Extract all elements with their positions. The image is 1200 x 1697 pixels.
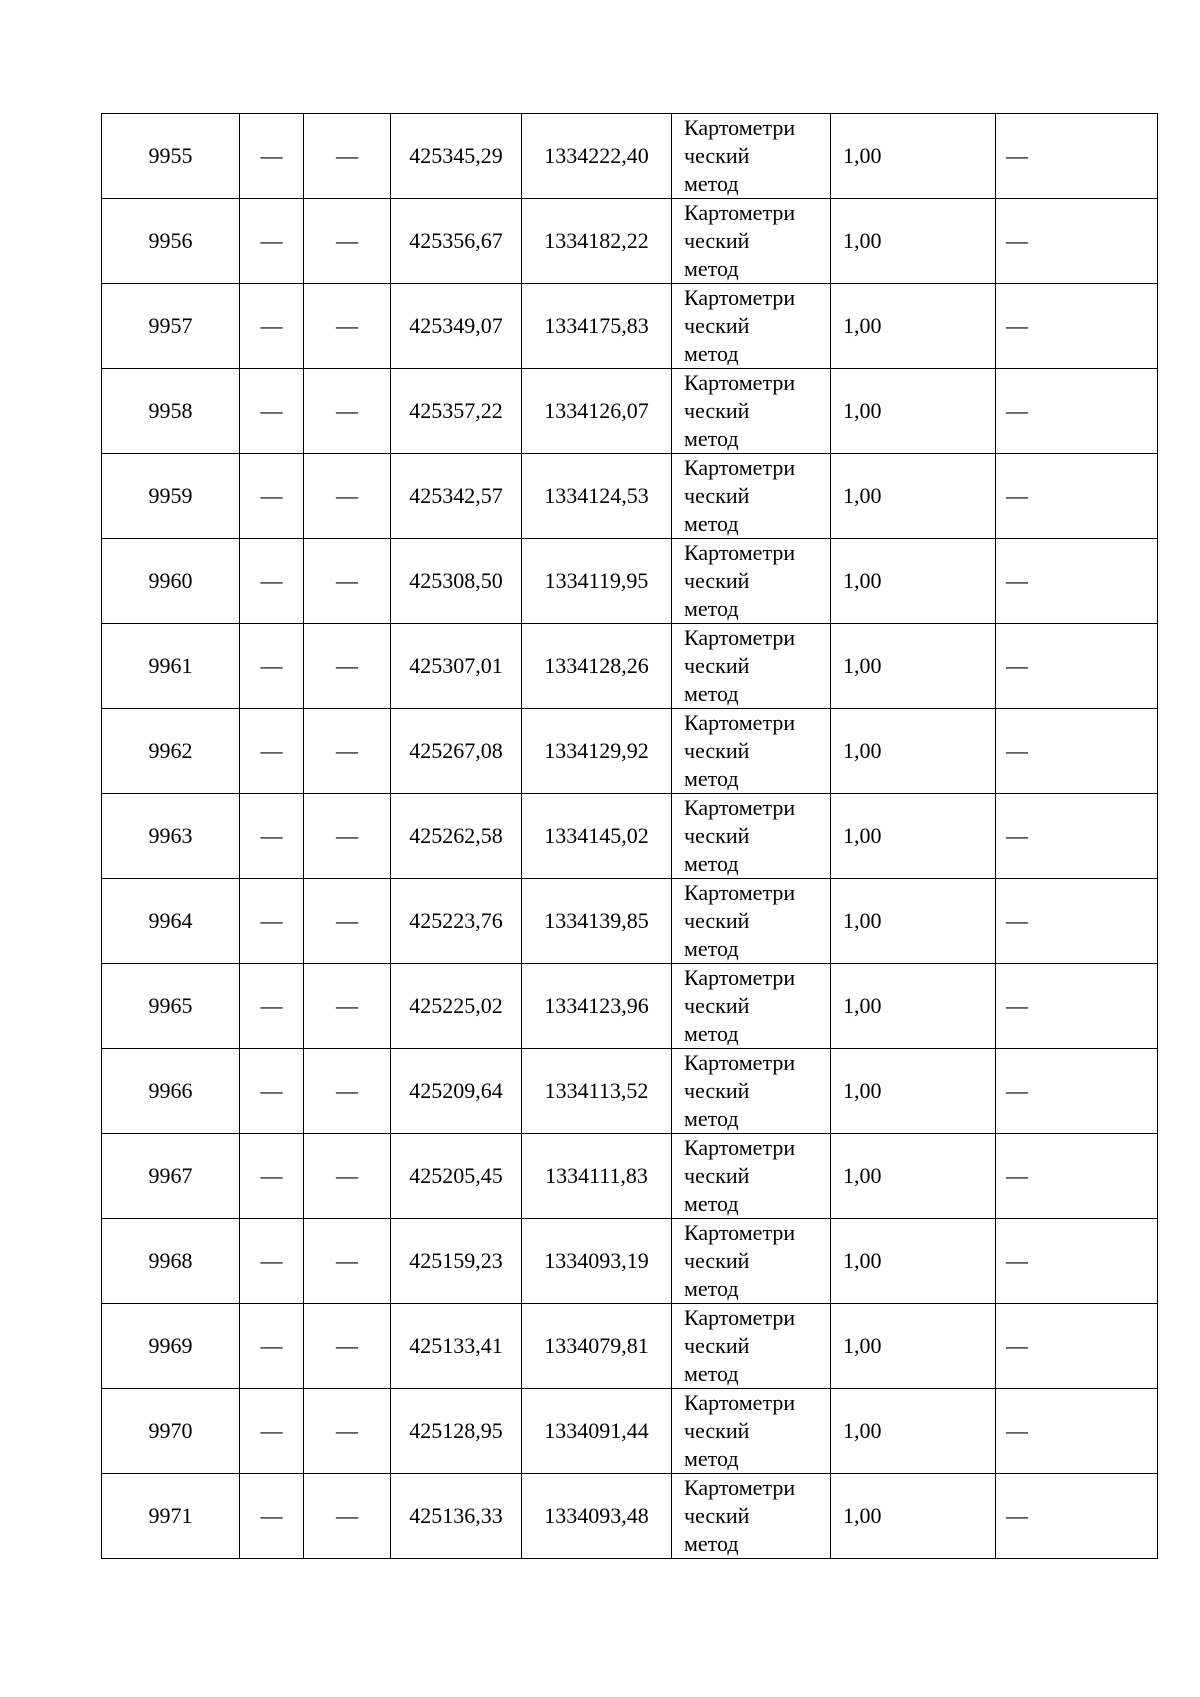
method-line-1: Картометри	[684, 1305, 796, 1330]
table-row	[102, 879, 1158, 964]
method-line-1: Картометри	[684, 965, 796, 990]
last-column-value: —	[996, 1134, 1158, 1219]
method-line-2: ческий	[684, 993, 750, 1018]
method-line-1: Картометри	[684, 625, 796, 650]
y-coordinate: 1334182,22	[522, 199, 672, 284]
column-2-value: —	[240, 369, 304, 454]
method-cell	[672, 1304, 831, 1389]
column-3-value: —	[304, 879, 391, 964]
column-2-value: —	[240, 1474, 304, 1559]
y-coordinate: 1334119,95	[522, 539, 672, 624]
method-line-2: ческий	[684, 398, 750, 423]
point-number: 9957	[102, 284, 240, 369]
table-row	[102, 1219, 1158, 1304]
method-line-3: метод	[684, 1106, 739, 1131]
method-line-2: ческий	[684, 823, 750, 848]
method-line-3: метод	[684, 1191, 739, 1216]
method-cell	[672, 539, 831, 624]
column-2-value: —	[240, 539, 304, 624]
x-coordinate: 425136,33	[391, 1474, 522, 1559]
column-3-value: —	[304, 709, 391, 794]
method-line-3: метод	[684, 596, 739, 621]
method-line-2: ческий	[684, 908, 750, 933]
method-line-2: ческий	[684, 483, 750, 508]
x-coordinate: 425223,76	[391, 879, 522, 964]
method-line-2: ческий	[684, 1163, 750, 1188]
last-column-value: —	[996, 114, 1158, 199]
accuracy-value: 1,00	[831, 1304, 996, 1389]
accuracy-value: 1,00	[831, 1389, 996, 1474]
method-line-1: Картометри	[684, 285, 796, 310]
column-3-value: —	[304, 369, 391, 454]
point-number: 9962	[102, 709, 240, 794]
point-number: 9960	[102, 539, 240, 624]
accuracy-value: 1,00	[831, 1474, 996, 1559]
accuracy-value: 1,00	[831, 369, 996, 454]
method-line-2: ческий	[684, 1248, 750, 1273]
column-2-value: —	[240, 1049, 304, 1134]
x-coordinate: 425133,41	[391, 1304, 522, 1389]
method-line-1: Картометри	[684, 795, 796, 820]
method-line-3: метод	[684, 1446, 739, 1471]
column-3-value: —	[304, 1049, 391, 1134]
column-3-value: —	[304, 114, 391, 199]
x-coordinate: 425342,57	[391, 454, 522, 539]
point-number: 9961	[102, 624, 240, 709]
last-column-value: —	[996, 539, 1158, 624]
column-2-value: —	[240, 454, 304, 539]
last-column-value: —	[996, 1304, 1158, 1389]
x-coordinate: 425345,29	[391, 114, 522, 199]
method-cell	[672, 114, 831, 199]
accuracy-value: 1,00	[831, 964, 996, 1049]
accuracy-value: 1,00	[831, 1134, 996, 1219]
last-column-value: —	[996, 199, 1158, 284]
method-line-1: Картометри	[684, 200, 796, 225]
method-line-2: ческий	[684, 228, 750, 253]
y-coordinate: 1334145,02	[522, 794, 672, 879]
method-line-2: ческий	[684, 568, 750, 593]
table-row	[102, 199, 1158, 284]
column-3-value: —	[304, 1219, 391, 1304]
last-column-value: —	[996, 369, 1158, 454]
last-column-value: —	[996, 964, 1158, 1049]
column-3-value: —	[304, 454, 391, 539]
accuracy-value: 1,00	[831, 114, 996, 199]
table-row	[102, 284, 1158, 369]
method-line-1: Картометри	[684, 1050, 796, 1075]
last-column-value: —	[996, 284, 1158, 369]
method-line-3: метод	[684, 1276, 739, 1301]
column-3-value: —	[304, 794, 391, 879]
y-coordinate: 1334124,53	[522, 454, 672, 539]
method-cell	[672, 1134, 831, 1219]
last-column-value: —	[996, 454, 1158, 539]
column-2-value: —	[240, 879, 304, 964]
x-coordinate: 425128,95	[391, 1389, 522, 1474]
accuracy-value: 1,00	[831, 794, 996, 879]
method-line-3: метод	[684, 256, 739, 281]
point-number: 9970	[102, 1389, 240, 1474]
y-coordinate: 1334093,48	[522, 1474, 672, 1559]
column-2-value: —	[240, 1304, 304, 1389]
x-coordinate: 425225,02	[391, 964, 522, 1049]
y-coordinate: 1334128,26	[522, 624, 672, 709]
method-line-1: Картометри	[684, 1135, 796, 1160]
method-line-1: Картометри	[684, 540, 796, 565]
table-row	[102, 1049, 1158, 1134]
accuracy-value: 1,00	[831, 454, 996, 539]
point-number: 9966	[102, 1049, 240, 1134]
method-line-3: метод	[684, 341, 739, 366]
column-3-value: —	[304, 1134, 391, 1219]
coordinates-table	[101, 113, 1158, 1559]
table-row	[102, 1389, 1158, 1474]
column-3-value: —	[304, 1389, 391, 1474]
method-line-3: метод	[684, 681, 739, 706]
method-line-3: метод	[684, 511, 739, 536]
method-line-2: ческий	[684, 1418, 750, 1443]
method-line-3: метод	[684, 766, 739, 791]
accuracy-value: 1,00	[831, 709, 996, 794]
table-row	[102, 1474, 1158, 1559]
column-3-value: —	[304, 1474, 391, 1559]
point-number: 9968	[102, 1219, 240, 1304]
last-column-value: —	[996, 1219, 1158, 1304]
point-number: 9969	[102, 1304, 240, 1389]
table-body	[102, 114, 1158, 1559]
last-column-value: —	[996, 794, 1158, 879]
column-3-value: —	[304, 624, 391, 709]
y-coordinate: 1334139,85	[522, 879, 672, 964]
last-column-value: —	[996, 624, 1158, 709]
method-cell	[672, 879, 831, 964]
method-line-1: Картометри	[684, 115, 796, 140]
column-2-value: —	[240, 199, 304, 284]
y-coordinate: 1334129,92	[522, 709, 672, 794]
column-3-value: —	[304, 199, 391, 284]
method-line-3: метод	[684, 1361, 739, 1386]
method-line-1: Картометри	[684, 710, 796, 735]
table-row	[102, 964, 1158, 1049]
x-coordinate: 425267,08	[391, 709, 522, 794]
method-line-1: Картометри	[684, 455, 796, 480]
table-row	[102, 1304, 1158, 1389]
column-2-value: —	[240, 1389, 304, 1474]
table-row	[102, 369, 1158, 454]
last-column-value: —	[996, 709, 1158, 794]
method-line-1: Картометри	[684, 880, 796, 905]
method-line-3: метод	[684, 426, 739, 451]
accuracy-value: 1,00	[831, 284, 996, 369]
method-line-3: метод	[684, 851, 739, 876]
method-cell	[672, 1049, 831, 1134]
x-coordinate: 425308,50	[391, 539, 522, 624]
column-3-value: —	[304, 539, 391, 624]
method-line-2: ческий	[684, 1503, 750, 1528]
method-line-3: метод	[684, 171, 739, 196]
column-2-value: —	[240, 794, 304, 879]
table-row	[102, 539, 1158, 624]
method-line-1: Картометри	[684, 1475, 796, 1500]
method-cell	[672, 794, 831, 879]
method-line-1: Картометри	[684, 370, 796, 395]
method-cell	[672, 1389, 831, 1474]
x-coordinate: 425357,22	[391, 369, 522, 454]
point-number: 9965	[102, 964, 240, 1049]
accuracy-value: 1,00	[831, 199, 996, 284]
table-row	[102, 624, 1158, 709]
table-row	[102, 709, 1158, 794]
last-column-value: —	[996, 879, 1158, 964]
point-number: 9971	[102, 1474, 240, 1559]
column-2-value: —	[240, 1219, 304, 1304]
method-line-3: метод	[684, 1531, 739, 1556]
last-column-value: —	[996, 1389, 1158, 1474]
x-coordinate: 425356,67	[391, 199, 522, 284]
method-cell	[672, 199, 831, 284]
y-coordinate: 1334079,81	[522, 1304, 672, 1389]
x-coordinate: 425349,07	[391, 284, 522, 369]
point-number: 9963	[102, 794, 240, 879]
table-row	[102, 794, 1158, 879]
table-row	[102, 114, 1158, 199]
column-3-value: —	[304, 1304, 391, 1389]
method-cell	[672, 454, 831, 539]
method-cell	[672, 1219, 831, 1304]
method-line-2: ческий	[684, 1333, 750, 1358]
last-column-value: —	[996, 1474, 1158, 1559]
method-line-2: ческий	[684, 313, 750, 338]
y-coordinate: 1334175,83	[522, 284, 672, 369]
table-row	[102, 454, 1158, 539]
column-2-value: —	[240, 624, 304, 709]
accuracy-value: 1,00	[831, 1049, 996, 1134]
column-3-value: —	[304, 284, 391, 369]
method-line-2: ческий	[684, 1078, 750, 1103]
x-coordinate: 425262,58	[391, 794, 522, 879]
y-coordinate: 1334123,96	[522, 964, 672, 1049]
accuracy-value: 1,00	[831, 879, 996, 964]
y-coordinate: 1334222,40	[522, 114, 672, 199]
method-line-2: ческий	[684, 738, 750, 763]
column-2-value: —	[240, 114, 304, 199]
y-coordinate: 1334091,44	[522, 1389, 672, 1474]
point-number: 9964	[102, 879, 240, 964]
point-number: 9967	[102, 1134, 240, 1219]
point-number: 9955	[102, 114, 240, 199]
accuracy-value: 1,00	[831, 539, 996, 624]
method-cell	[672, 369, 831, 454]
column-2-value: —	[240, 1134, 304, 1219]
method-line-1: Картометри	[684, 1390, 796, 1415]
method-cell	[672, 1474, 831, 1559]
column-2-value: —	[240, 964, 304, 1049]
accuracy-value: 1,00	[831, 624, 996, 709]
method-cell	[672, 964, 831, 1049]
method-line-2: ческий	[684, 653, 750, 678]
method-line-2: ческий	[684, 143, 750, 168]
accuracy-value: 1,00	[831, 1219, 996, 1304]
x-coordinate: 425307,01	[391, 624, 522, 709]
method-line-1: Картометри	[684, 1220, 796, 1245]
method-cell	[672, 709, 831, 794]
method-cell	[672, 284, 831, 369]
column-2-value: —	[240, 284, 304, 369]
y-coordinate: 1334113,52	[522, 1049, 672, 1134]
x-coordinate: 425209,64	[391, 1049, 522, 1134]
column-3-value: —	[304, 964, 391, 1049]
y-coordinate: 1334093,19	[522, 1219, 672, 1304]
last-column-value: —	[996, 1049, 1158, 1134]
column-2-value: —	[240, 709, 304, 794]
x-coordinate: 425159,23	[391, 1219, 522, 1304]
point-number: 9959	[102, 454, 240, 539]
method-cell	[672, 624, 831, 709]
table-row	[102, 1134, 1158, 1219]
method-line-3: метод	[684, 936, 739, 961]
point-number: 9956	[102, 199, 240, 284]
x-coordinate: 425205,45	[391, 1134, 522, 1219]
method-line-3: метод	[684, 1021, 739, 1046]
y-coordinate: 1334111,83	[522, 1134, 672, 1219]
y-coordinate: 1334126,07	[522, 369, 672, 454]
point-number: 9958	[102, 369, 240, 454]
